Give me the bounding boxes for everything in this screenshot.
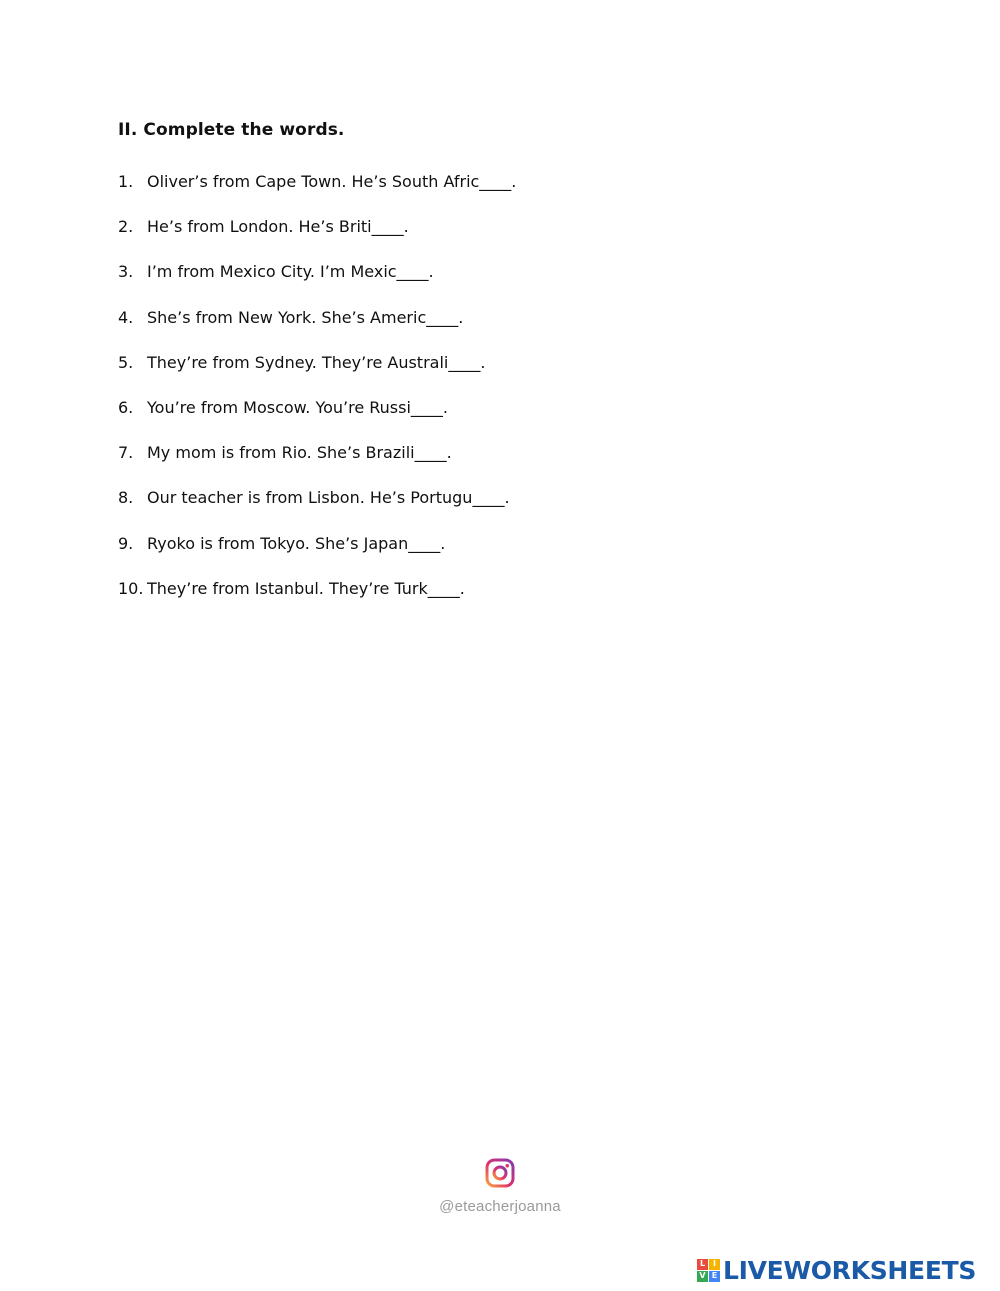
logo-block-i: I (709, 1259, 720, 1270)
question-number: 8. (118, 488, 134, 508)
question-number: 2. (118, 217, 134, 237)
logo-block-v: V (697, 1271, 708, 1282)
question-text: He’s from London. He’s Briti____. (147, 217, 409, 237)
question-item (118, 398, 938, 443)
question-number: 5. (118, 352, 134, 372)
question-item (118, 443, 938, 488)
instagram-handle[interactable]: @eteacherjoanna (439, 1198, 561, 1215)
question-text: Ryoko is from Tokyo. She’s Japan____. (147, 533, 446, 553)
question-text: They’re from Istanbul. They’re Turk____. (147, 578, 465, 598)
question-text: You’re from Moscow. You’re Russi____. (147, 397, 449, 417)
question-item (118, 534, 938, 579)
question-text: My mom is from Rio. She’s Brazili____. (147, 443, 452, 463)
question-number: 7. (118, 443, 134, 463)
instagram-icon[interactable] (485, 1158, 515, 1188)
question-item (118, 488, 938, 533)
question-number: 9. (118, 533, 134, 553)
logo-block-e: E (709, 1271, 720, 1282)
worksheet-title: II. Complete the words. (118, 120, 345, 140)
question-item (118, 579, 938, 624)
question-item (118, 308, 938, 353)
question-item (118, 217, 938, 262)
footer-brand (0, 1158, 1000, 1215)
logo-text: LIVEWORKSHEETS (723, 1255, 977, 1285)
question-number: 6. (118, 397, 134, 417)
logo-blocks (697, 1259, 720, 1282)
question-number: 1. (118, 172, 134, 191)
logo-block-l: L (697, 1259, 708, 1270)
question-text: Oliver’s from Cape Town. He’s South Afric____. (147, 172, 517, 191)
question-text: Our teacher is from Lisbon. He’s Portugu____. (147, 488, 510, 508)
question-text: She’s from New York. She’s Americ____. (147, 307, 464, 327)
question-list (118, 172, 938, 624)
question-item (118, 353, 938, 398)
question-text: I’m from Mexico City. I’m Mexic____. (147, 262, 434, 282)
question-item (118, 262, 938, 307)
question-number: 3. (118, 262, 134, 282)
liveworksheets-logo[interactable] (697, 1256, 976, 1284)
question-number: 10. (118, 578, 144, 598)
question-item (118, 172, 938, 217)
question-text: They’re from Sydney. They’re Australi____. (147, 352, 486, 372)
question-number: 4. (118, 307, 134, 327)
